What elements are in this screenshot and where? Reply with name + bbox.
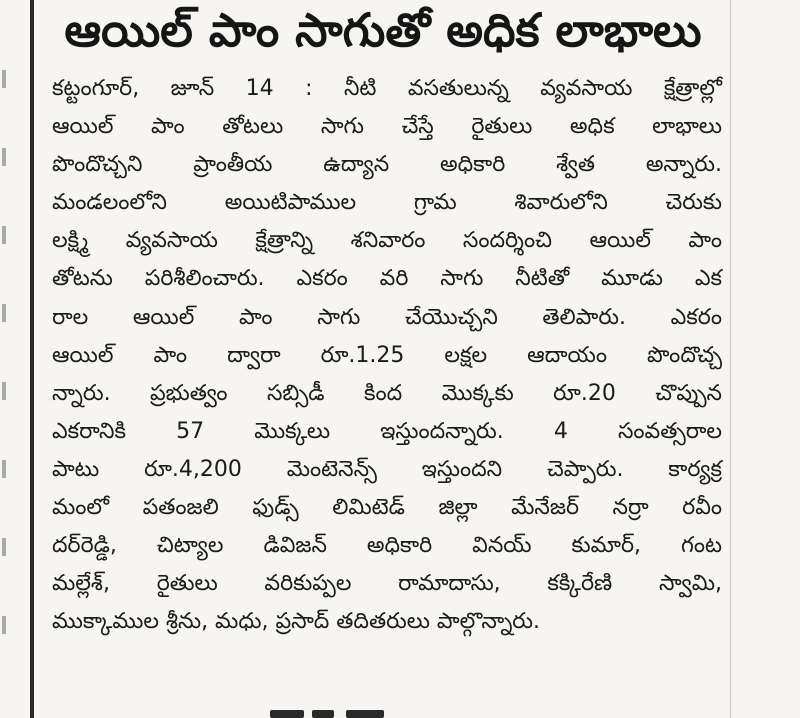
article-line: మండలంలోని అయిటిపాముల గ్రామ శివారులోని చెరుకు xyxy=(52,190,722,216)
column-rule-left xyxy=(30,0,34,718)
article-line: మల్లేశ్, రైతులు వరికుప్పల రామాదాసు, కక్కిరేణి స్వామి, xyxy=(52,571,722,597)
article-line: దర్‌రెడ్డి, చిట్యాల డివిజన్ అధికారి వినయ్ కుమార్, గంట xyxy=(52,533,722,559)
article-line: తోటను పరిశీలించారు. ఎకరం వరి సాగు నీటితో మూడు ఎక xyxy=(52,266,722,292)
article-line: ఆయిల్ పాం ద్వారా రూ.1.25 లక్షల ఆదాయం పొందొచ్చ xyxy=(52,342,722,368)
article-line: మంలో పతంజలి ఫుడ్స్ లిమిటెడ్ జిల్లా మేనేజర్ నర్రా రవీం xyxy=(52,495,722,521)
article-line: ముక్కాముల శ్రీను, మధు, ప్రసాద్ తదితరులు పాల్గొన్నారు. xyxy=(52,609,540,635)
article-line: పాటు రూ.4,200 మెంటెనెన్స్ ఇస్తుందని చెప్పారు. కార్యక్ర xyxy=(52,456,722,482)
article-line: ఆయిల్ పాం తోటలు సాగు చేస్తే రైతులు అధిక లాభాలు xyxy=(52,114,722,140)
column-rule-right xyxy=(730,0,731,718)
article-body xyxy=(52,70,722,641)
article-line: న్నారు. ప్రభుత్వం సబ్సిడీ కింద మొక్కకు రూ.20 చొప్పున xyxy=(52,380,722,406)
article-line: రాల ఆయిల్ పాం సాగు చేయొచ్చని తెలిపారు. ఎకరం xyxy=(52,304,722,330)
headline: ఆయిల్ పాం సాగుతో అధిక లాభాలు xyxy=(64,3,702,57)
cut-off-text-fragment xyxy=(270,710,410,718)
article-line: ఎకరానికి 57 మొక్కలు ఇస్తుందన్నారు. 4 సంవత్సరాల xyxy=(52,418,722,444)
left-margin-text-fragments xyxy=(0,0,28,718)
article-line: కట్టంగూర్, జూన్ 14 : నీటి వసతులున్న వ్యవసాయ క్షేత్రాల్లో xyxy=(52,76,722,101)
article-line: పొందొచ్చని ప్రాంతీయ ఉద్యాన అధికారి శ్వేత అన్నారు. xyxy=(52,152,722,178)
article-line: లక్ష్మి వ్యవసాయ క్షేత్రాన్ని శనివారం సందర్శించి ఆయిల్ పాం xyxy=(52,228,722,254)
